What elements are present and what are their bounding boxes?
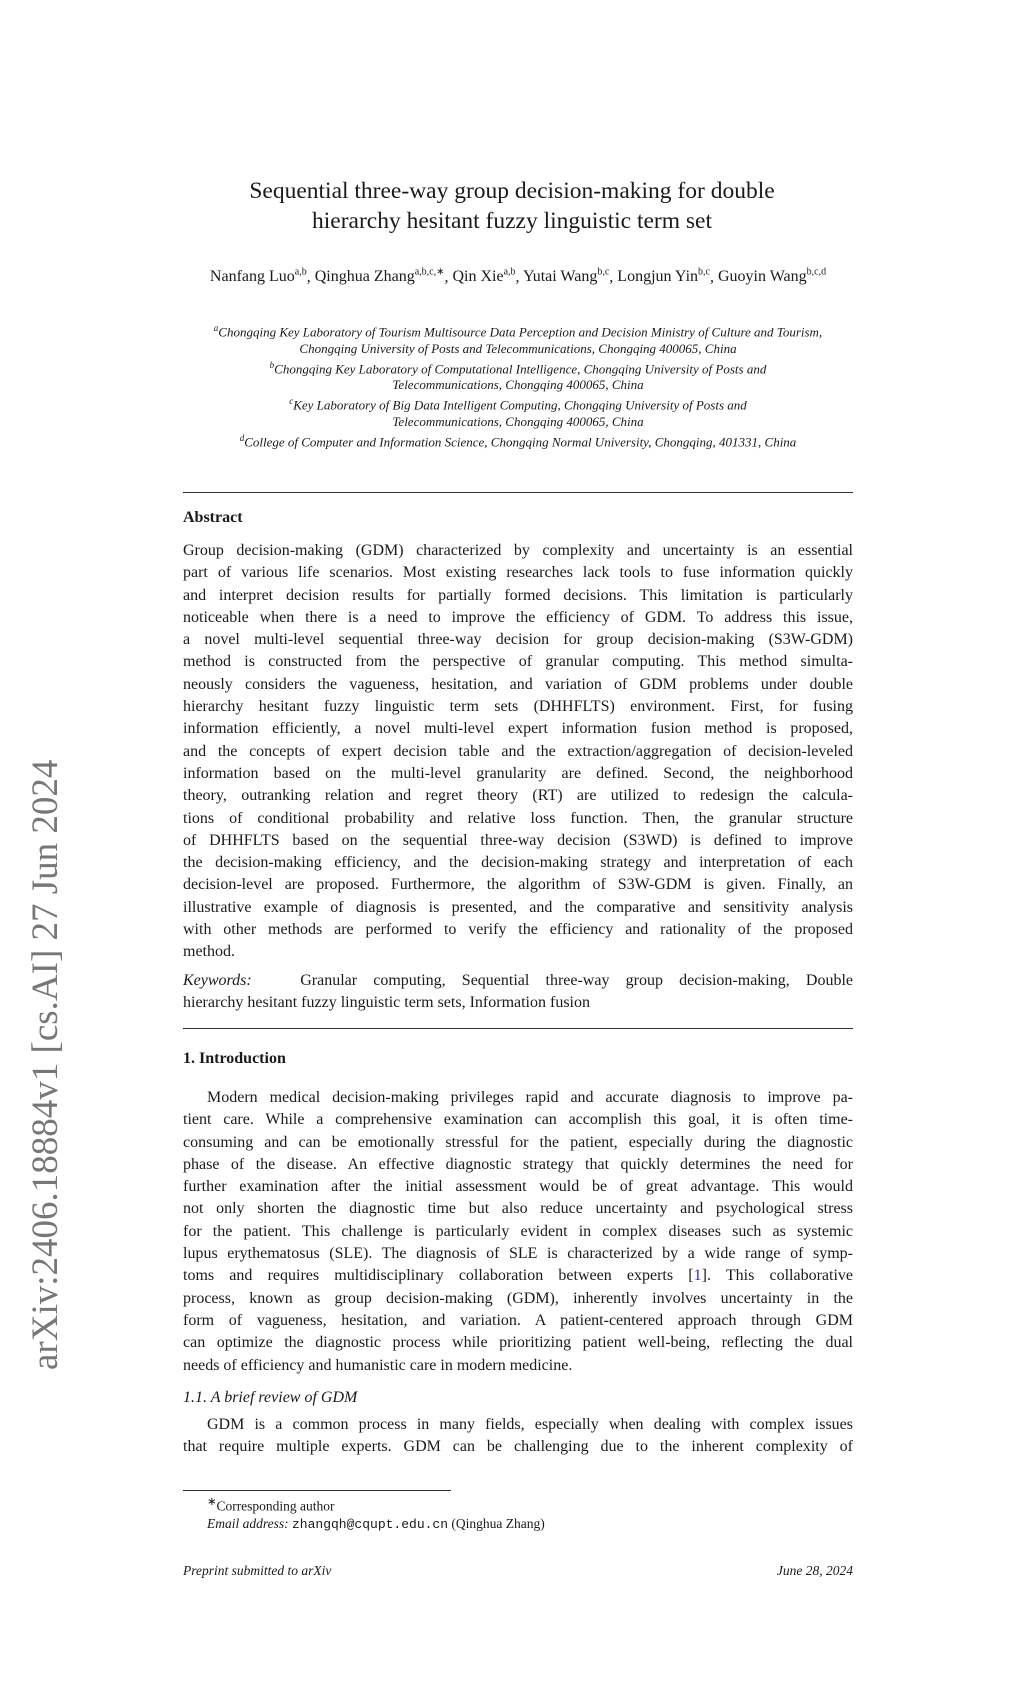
intro-paragraph: [183, 1087, 853, 1377]
author-affiliation-mark: a,b,c,∗: [414, 267, 445, 278]
text-line: method is constructed from the perspective of granular computing. This method simulta-: [183, 653, 853, 671]
text-line: not only shorten the diagnostic time but also reduce uncertainty and psychological stress: [183, 1200, 853, 1218]
keywords: Keywords: Granular computing, Sequential three-way group decision-making, Double hierarchy hesitant fuzzy linguistic term sets, Information fusion: [183, 972, 853, 1012]
text-line: theory, outranking relation and regret theory (RT) are utilized to redesign the calcula-: [183, 787, 853, 805]
text-line: neously considers the vagueness, hesitation, and variation of GDM problems under double: [183, 675, 853, 693]
author: Qin Xie$^{a,b}$: [452, 267, 516, 286]
author-affiliation-mark: b,c: [698, 267, 710, 278]
title-line: Sequential three-way group decision-making for double: [249, 178, 775, 204]
text-line: form of vagueness, hesitation, and variation. A patient-centered approach through GDM: [183, 1311, 853, 1329]
abstract-heading: Abstract: [183, 509, 243, 526]
text-line: part of various life scenarios. Most existing researches lack tools to fuse information quickly: [183, 564, 853, 582]
footer-left: Preprint submitted to arXiv: [183, 1563, 332, 1578]
text-line: Group decision-making (GDM) characterized by complexity and uncertainty is an essential: [183, 542, 853, 559]
text-line: and the concepts of expert decision table and the extraction/aggregation of decision-leveled: [183, 742, 853, 760]
text-line: for the patient. This challenge is particularly evident in complex diseases such as systemic: [183, 1222, 853, 1240]
author-affiliation-mark: b,c,d: [806, 267, 827, 278]
affiliation: $^d$College of Computer and Information Science, Chongqing Normal University, Chongqing, 401331, China: [239, 433, 797, 450]
affiliations: [180, 320, 856, 451]
text-line: can optimize the diagnostic process while prioritizing patient well-being, reflecting the dual: [183, 1334, 853, 1352]
divider: [183, 492, 853, 493]
paper-title: [150, 176, 874, 236]
citation-link[interactable]: 1: [693, 1267, 702, 1285]
divider: [183, 1028, 853, 1029]
text-line: toms and requires multidisciplinary collaboration between experts [1]. This collaborative: [183, 1267, 853, 1285]
footnote-rule: [183, 1490, 451, 1491]
author-affiliation-mark: b,c: [597, 267, 610, 278]
text-line: needs of efficiency and humanistic care in modern medicine.: [183, 1356, 573, 1374]
affiliation: $^c$Key Laboratory of Big Data Intelligent Computing, Chongqing University of Posts and Telecommunications, Chongqing 400065, China: [289, 396, 747, 429]
author-affiliation-mark: a,b: [294, 267, 307, 278]
text-line: information efficiently, a novel multi-level expert information fusion method is proposed,: [183, 720, 853, 738]
text-line: with other methods are performed to verify the efficiency and rationality of the proposed: [183, 921, 853, 939]
text-line: process, known as group decision-making (GDM), inherently involves uncertainty in the: [183, 1289, 853, 1307]
abstract-body: [183, 540, 853, 964]
text-line: of DHHFLTS based on the sequential three-way decision (S3WD) is defined to improve: [183, 831, 853, 849]
text-line: decision-level are proposed. Furthermore, the algorithm of S3W-GDM is given. Finally, an: [183, 876, 853, 894]
section-heading: 1. Introduction: [183, 1050, 286, 1067]
author: Qinghua Zhang$^{a,b,c,∗}$: [314, 267, 445, 286]
author: Guoyin Wang$^{b,c,d}$: [718, 267, 827, 286]
text-line: method.: [183, 943, 235, 961]
affiliation: $^a$Chongqing Key Laboratory of Tourism Multisource Data Perception and Decision Ministry of Culture and Tourism, Chongqing University of Posts and Telecommunications, Chongqing 400065, China: [213, 323, 823, 356]
arxiv-identifier: arXiv:2406.18884v1 [cs.AI] 27 Jun 2024: [25, 759, 66, 1370]
text-line: hierarchy hesitant fuzzy linguistic term sets (DHHFLTS) environment. First, for fusing: [183, 698, 853, 716]
text-line: tions of conditional probability and relative loss function. Then, the granular structure: [183, 809, 853, 827]
text-line: lupus erythematosus (SLE). The diagnosis of SLE is characterized by a wide range of symp-: [183, 1245, 853, 1263]
text-line: Modern medical decision-making privileges rapid and accurate diagnosis to improve pa-: [207, 1089, 853, 1106]
author: Longjun Yin$^{b,c}$: [617, 267, 710, 286]
footnote: ∗Corresponding author Email address: zhangqh@cqupt.edu.cn (Qinghua Zhang): [207, 1496, 545, 1532]
author-list: Nanfang Luo$^{a,b}$, Qinghua Zhang$^{a,b,c,∗}$, Qin Xie$^{a,b}$, Yutai Wang$^{b,c}$, Longjun Yin$^{b,c}$, Guoyin Wang$^{b,c,d}$: [209, 267, 827, 286]
text-line: and interpret decision results for partially formed decisions. This limitation is particularly: [183, 586, 853, 604]
text-line: phase of the disease. An effective diagnostic strategy that quickly determines the need for: [183, 1155, 853, 1173]
author: Yutai Wang$^{b,c}$: [522, 267, 610, 286]
text-line: information based on the multi-level granularity are defined. Second, the neighborhood: [183, 764, 853, 782]
text-line: further examination after the initial assessment would be of great advantage. This would: [183, 1178, 853, 1196]
title-line: hierarchy hesitant fuzzy linguistic term set: [311, 208, 713, 234]
author: Nanfang Luo$^{a,b}$: [209, 267, 307, 286]
text-line: tient care. While a comprehensive examination can accomplish this goal, it is often time-: [183, 1111, 853, 1129]
text-line: the decision-making efficiency, and the decision-making strategy and interpretation of each: [183, 854, 853, 872]
subsection-heading: 1.1. A brief review of GDM: [183, 1389, 358, 1406]
text-line: consuming and can be emotionally stressful for the patient, especially during the diagnostic: [183, 1133, 853, 1151]
text-line: noticeable when there is a need to improve the efficiency of GDM. To address this issue,: [183, 608, 853, 626]
email-link[interactable]: zhangqh@cqupt.edu.cn: [292, 1516, 449, 1532]
footer-date: June 28, 2024: [776, 1563, 853, 1578]
text-line: a novel multi-level sequential three-way decision for group decision-making (S3W-GDM): [183, 631, 853, 649]
keywords-label: Keywords:: [183, 972, 252, 989]
author-affiliation-mark: a,b: [503, 267, 516, 278]
subsection-paragraph: GDM is a common process in many fields, especially when dealing with complex issues that require multiple experts. GDM can be challenging due to the inherent complexity of: [183, 1416, 853, 1456]
affiliation: $^b$Chongqing Key Laboratory of Computational Intelligence, Chongqing University of Posts and Telecommunications, Chongqing 400065, China: [269, 359, 767, 393]
text-line: illustrative example of diagnosis is presented, and the comparative and sensitivity analysis: [183, 898, 853, 916]
